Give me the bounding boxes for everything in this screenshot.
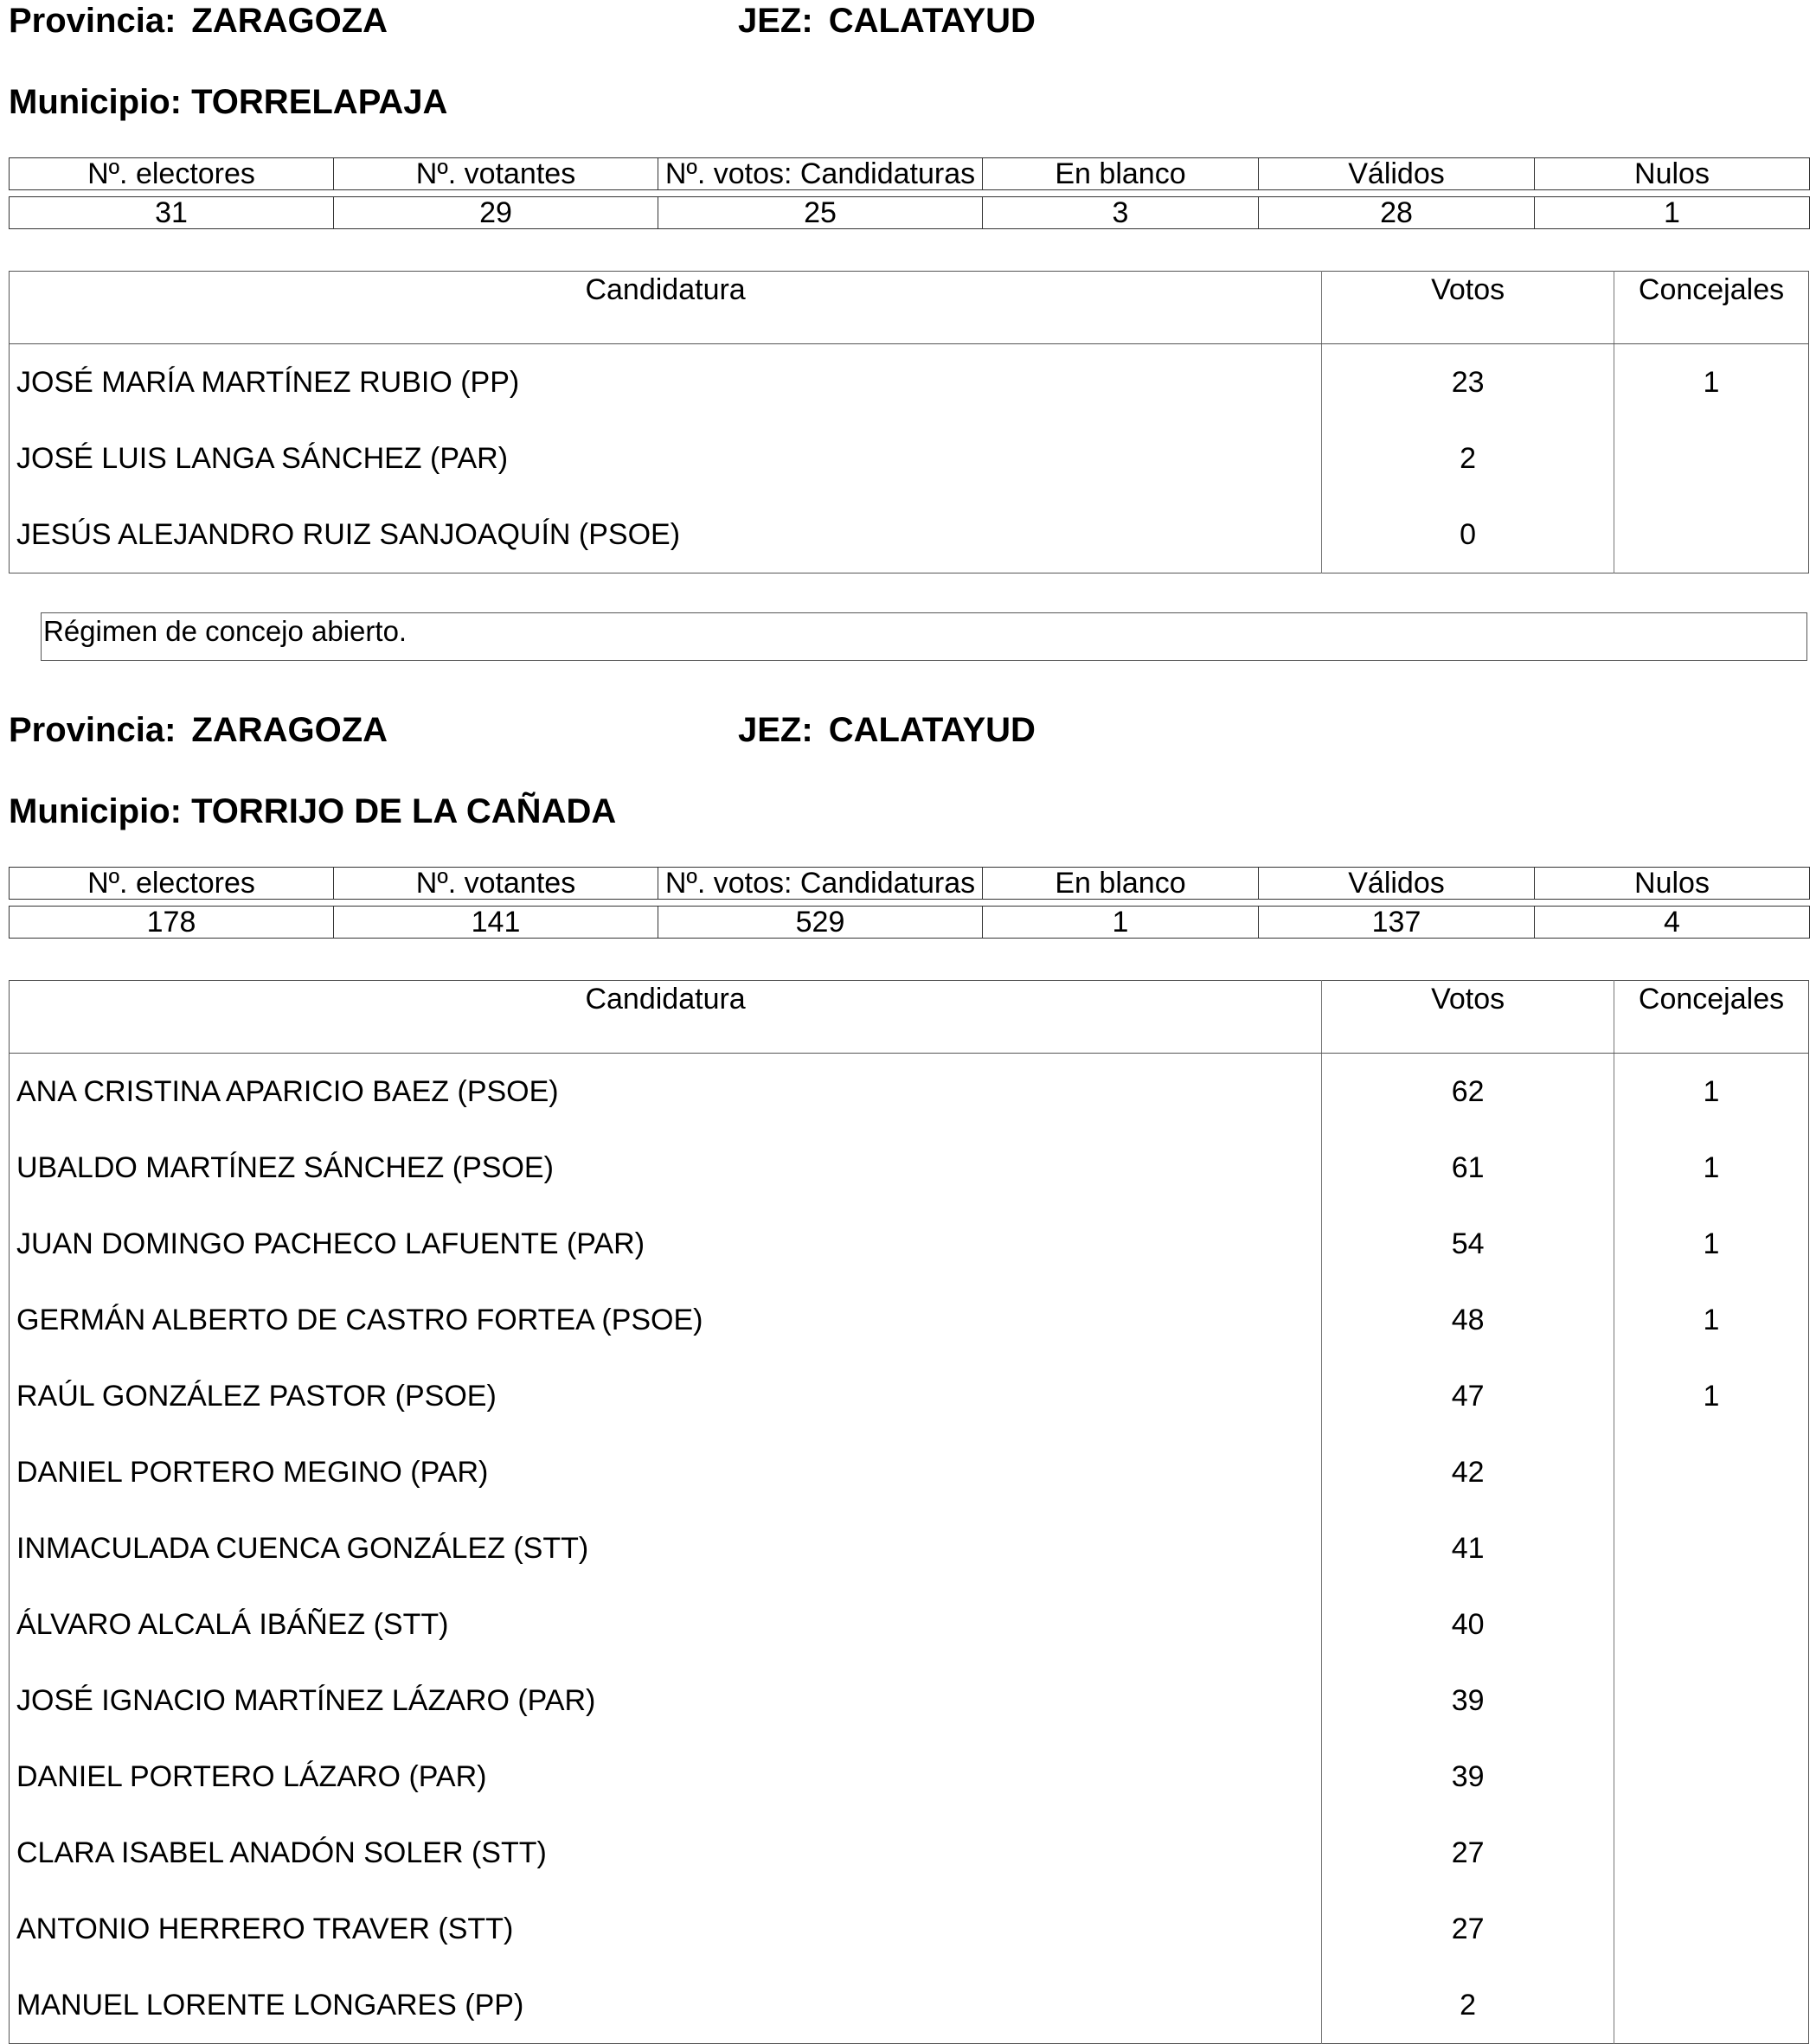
stats-header-row xyxy=(10,868,1810,900)
stats-value-cell: 529 xyxy=(658,907,983,939)
candidate-votos: 40 xyxy=(1322,1586,1614,1663)
candidate-row xyxy=(10,1586,1809,1663)
candidate-name: ANTONIO HERRERO TRAVER (STT) xyxy=(16,1912,514,1945)
candidate-concejales: 1 xyxy=(1614,1206,1809,1282)
stats-header-cell: En blanco xyxy=(983,158,1259,190)
candidate-votos: 27 xyxy=(1322,1815,1614,1891)
stats-value-cell: 28 xyxy=(1259,197,1535,229)
candidate-row xyxy=(10,1358,1809,1434)
provincia-header xyxy=(9,709,388,751)
candidate-votos: 41 xyxy=(1322,1510,1614,1586)
candidate-row xyxy=(10,1663,1809,1739)
candidates-header-row xyxy=(10,981,1809,1054)
candidate-votos: 47 xyxy=(1322,1358,1614,1434)
provincia-label: Provincia: xyxy=(9,711,176,749)
candidate-name: INMACULADA CUENCA GONZÁLEZ (STT) xyxy=(16,1531,589,1565)
stats-header-cell: Nº. votantes xyxy=(334,158,658,190)
votos-header: Votos xyxy=(1322,272,1614,344)
stats-value-cell: 25 xyxy=(658,197,983,229)
candidate-votos: 62 xyxy=(1322,1054,1614,1131)
municipio-value: TORRELAPAJA xyxy=(191,83,448,121)
candidate-concejales xyxy=(1614,1663,1809,1739)
candidate-name: JUAN DOMINGO PACHECO LAFUENTE (PAR) xyxy=(16,1227,645,1260)
municipio-label: Municipio: xyxy=(9,792,182,830)
candidate-row xyxy=(10,1815,1809,1891)
jez-value: CALATAYUD xyxy=(828,711,1036,749)
stats-header-cell: Nulos xyxy=(1535,158,1810,190)
spacer xyxy=(10,190,1810,197)
candidate-name: JOSÉ MARÍA MARTÍNEZ RUBIO (PP) xyxy=(16,365,520,399)
candidate-concejales xyxy=(1614,1967,1809,2044)
candidates-table xyxy=(9,980,1809,2044)
concejales-header: Concejales xyxy=(1614,272,1809,344)
spacer xyxy=(10,900,1810,907)
stats-header-row xyxy=(10,158,1810,190)
stats-value-cell: 29 xyxy=(334,197,658,229)
candidate-row xyxy=(10,1739,1809,1815)
candidate-row xyxy=(10,1206,1809,1282)
candidate-votos: 27 xyxy=(1322,1891,1614,1967)
candidate-name: ANA CRISTINA APARICIO BAEZ (PSOE) xyxy=(16,1074,559,1108)
candidate-votos: 2 xyxy=(1322,1967,1614,2044)
votos-header: Votos xyxy=(1322,981,1614,1054)
candidate-name: RAÚL GONZÁLEZ PASTOR (PSOE) xyxy=(16,1379,497,1413)
candidate-name: MANUEL LORENTE LONGARES (PP) xyxy=(16,1988,524,2022)
jez-header xyxy=(738,709,1036,751)
candidate-name: GERMÁN ALBERTO DE CASTRO FORTEA (PSOE) xyxy=(16,1303,703,1336)
candidate-concejales xyxy=(1614,1815,1809,1891)
candidate-concejales xyxy=(1614,1739,1809,1815)
stats-value-row xyxy=(10,197,1810,229)
candidate-row xyxy=(10,1054,1809,1131)
candidate-row xyxy=(10,1891,1809,1967)
candidate-row xyxy=(10,1130,1809,1206)
stats-value-cell: 3 xyxy=(983,197,1259,229)
municipio-value: TORRIJO DE LA CAÑADA xyxy=(191,792,617,830)
municipio-header xyxy=(9,81,447,123)
candidate-concejales xyxy=(1614,420,1809,497)
candidate-concejales xyxy=(1614,497,1809,573)
candidate-concejales: 1 xyxy=(1614,1130,1809,1206)
candidate-row xyxy=(10,1967,1809,2044)
candidate-row xyxy=(10,420,1809,497)
stats-value-cell: 31 xyxy=(10,197,334,229)
stats-value-cell: 1 xyxy=(983,907,1259,939)
jez-value: CALATAYUD xyxy=(828,2,1036,40)
candidate-name: UBALDO MARTÍNEZ SÁNCHEZ (PSOE) xyxy=(16,1150,554,1184)
concejales-header: Concejales xyxy=(1614,981,1809,1054)
candidate-concejales xyxy=(1614,1586,1809,1663)
stats-value-cell: 178 xyxy=(10,907,334,939)
candidate-row xyxy=(10,344,1809,421)
jez-header xyxy=(738,0,1036,42)
municipio-label: Municipio: xyxy=(9,83,182,121)
candidate-name: CLARA ISABEL ANADÓN SOLER (STT) xyxy=(16,1836,547,1869)
candidate-name: ÁLVARO ALCALÁ IBÁÑEZ (STT) xyxy=(16,1607,449,1641)
stats-header-cell: Nº. votantes xyxy=(334,868,658,900)
candidate-row xyxy=(10,497,1809,573)
provincia-value: ZARAGOZA xyxy=(191,711,388,749)
regimen-note: Régimen de concejo abierto. xyxy=(41,612,1807,661)
stats-table xyxy=(9,157,1810,229)
candidate-name: JOSÉ LUIS LANGA SÁNCHEZ (PAR) xyxy=(16,441,509,475)
stats-header-cell: Nulos xyxy=(1535,868,1810,900)
candidate-name: JESÚS ALEJANDRO RUIZ SANJOAQUÍN (PSOE) xyxy=(16,517,681,551)
candidate-votos: 39 xyxy=(1322,1663,1614,1739)
candidate-concejales: 1 xyxy=(1614,344,1809,421)
jez-label: JEZ: xyxy=(738,711,813,749)
candidate-votos: 2 xyxy=(1322,420,1614,497)
candidate-votos: 48 xyxy=(1322,1282,1614,1358)
candidate-votos: 23 xyxy=(1322,344,1614,421)
candidatura-header: Candidatura xyxy=(10,272,1322,344)
provincia-header xyxy=(9,0,388,42)
provincia-value: ZARAGOZA xyxy=(191,2,388,40)
stats-header-cell: En blanco xyxy=(983,868,1259,900)
stats-value-row xyxy=(10,907,1810,939)
candidate-votos: 0 xyxy=(1322,497,1614,573)
stats-value-cell: 4 xyxy=(1535,907,1810,939)
candidate-votos: 39 xyxy=(1322,1739,1614,1815)
jez-label: JEZ: xyxy=(738,2,813,40)
candidates-header-row xyxy=(10,272,1809,344)
stats-value-cell: 1 xyxy=(1535,197,1810,229)
stats-table xyxy=(9,867,1810,939)
candidate-row xyxy=(10,1282,1809,1358)
candidate-concejales: 1 xyxy=(1614,1282,1809,1358)
stats-header-cell: Nº. electores xyxy=(10,868,334,900)
candidatura-header: Candidatura xyxy=(10,981,1322,1054)
candidate-votos: 54 xyxy=(1322,1206,1614,1282)
candidate-concejales xyxy=(1614,1891,1809,1967)
municipio-header xyxy=(9,791,616,832)
stats-header-cell: Nº. electores xyxy=(10,158,334,190)
candidate-concejales: 1 xyxy=(1614,1054,1809,1131)
stats-header-cell: Válidos xyxy=(1259,158,1535,190)
stats-header-cell: Nº. votos: Candidaturas xyxy=(658,868,983,900)
candidate-name: DANIEL PORTERO MEGINO (PAR) xyxy=(16,1455,489,1489)
stats-header-cell: Nº. votos: Candidaturas xyxy=(658,158,983,190)
candidates-table xyxy=(9,271,1809,573)
candidate-row xyxy=(10,1510,1809,1586)
candidate-votos: 61 xyxy=(1322,1130,1614,1206)
candidate-concejales xyxy=(1614,1434,1809,1510)
stats-header-cell: Válidos xyxy=(1259,868,1535,900)
candidate-votos: 42 xyxy=(1322,1434,1614,1510)
provincia-label: Provincia: xyxy=(9,2,176,40)
stats-value-cell: 137 xyxy=(1259,907,1535,939)
candidate-name: JOSÉ IGNACIO MARTÍNEZ LÁZARO (PAR) xyxy=(16,1683,596,1717)
candidate-name: DANIEL PORTERO LÁZARO (PAR) xyxy=(16,1759,487,1793)
candidate-concejales xyxy=(1614,1510,1809,1586)
stats-value-cell: 141 xyxy=(334,907,658,939)
candidate-concejales: 1 xyxy=(1614,1358,1809,1434)
candidate-row xyxy=(10,1434,1809,1510)
